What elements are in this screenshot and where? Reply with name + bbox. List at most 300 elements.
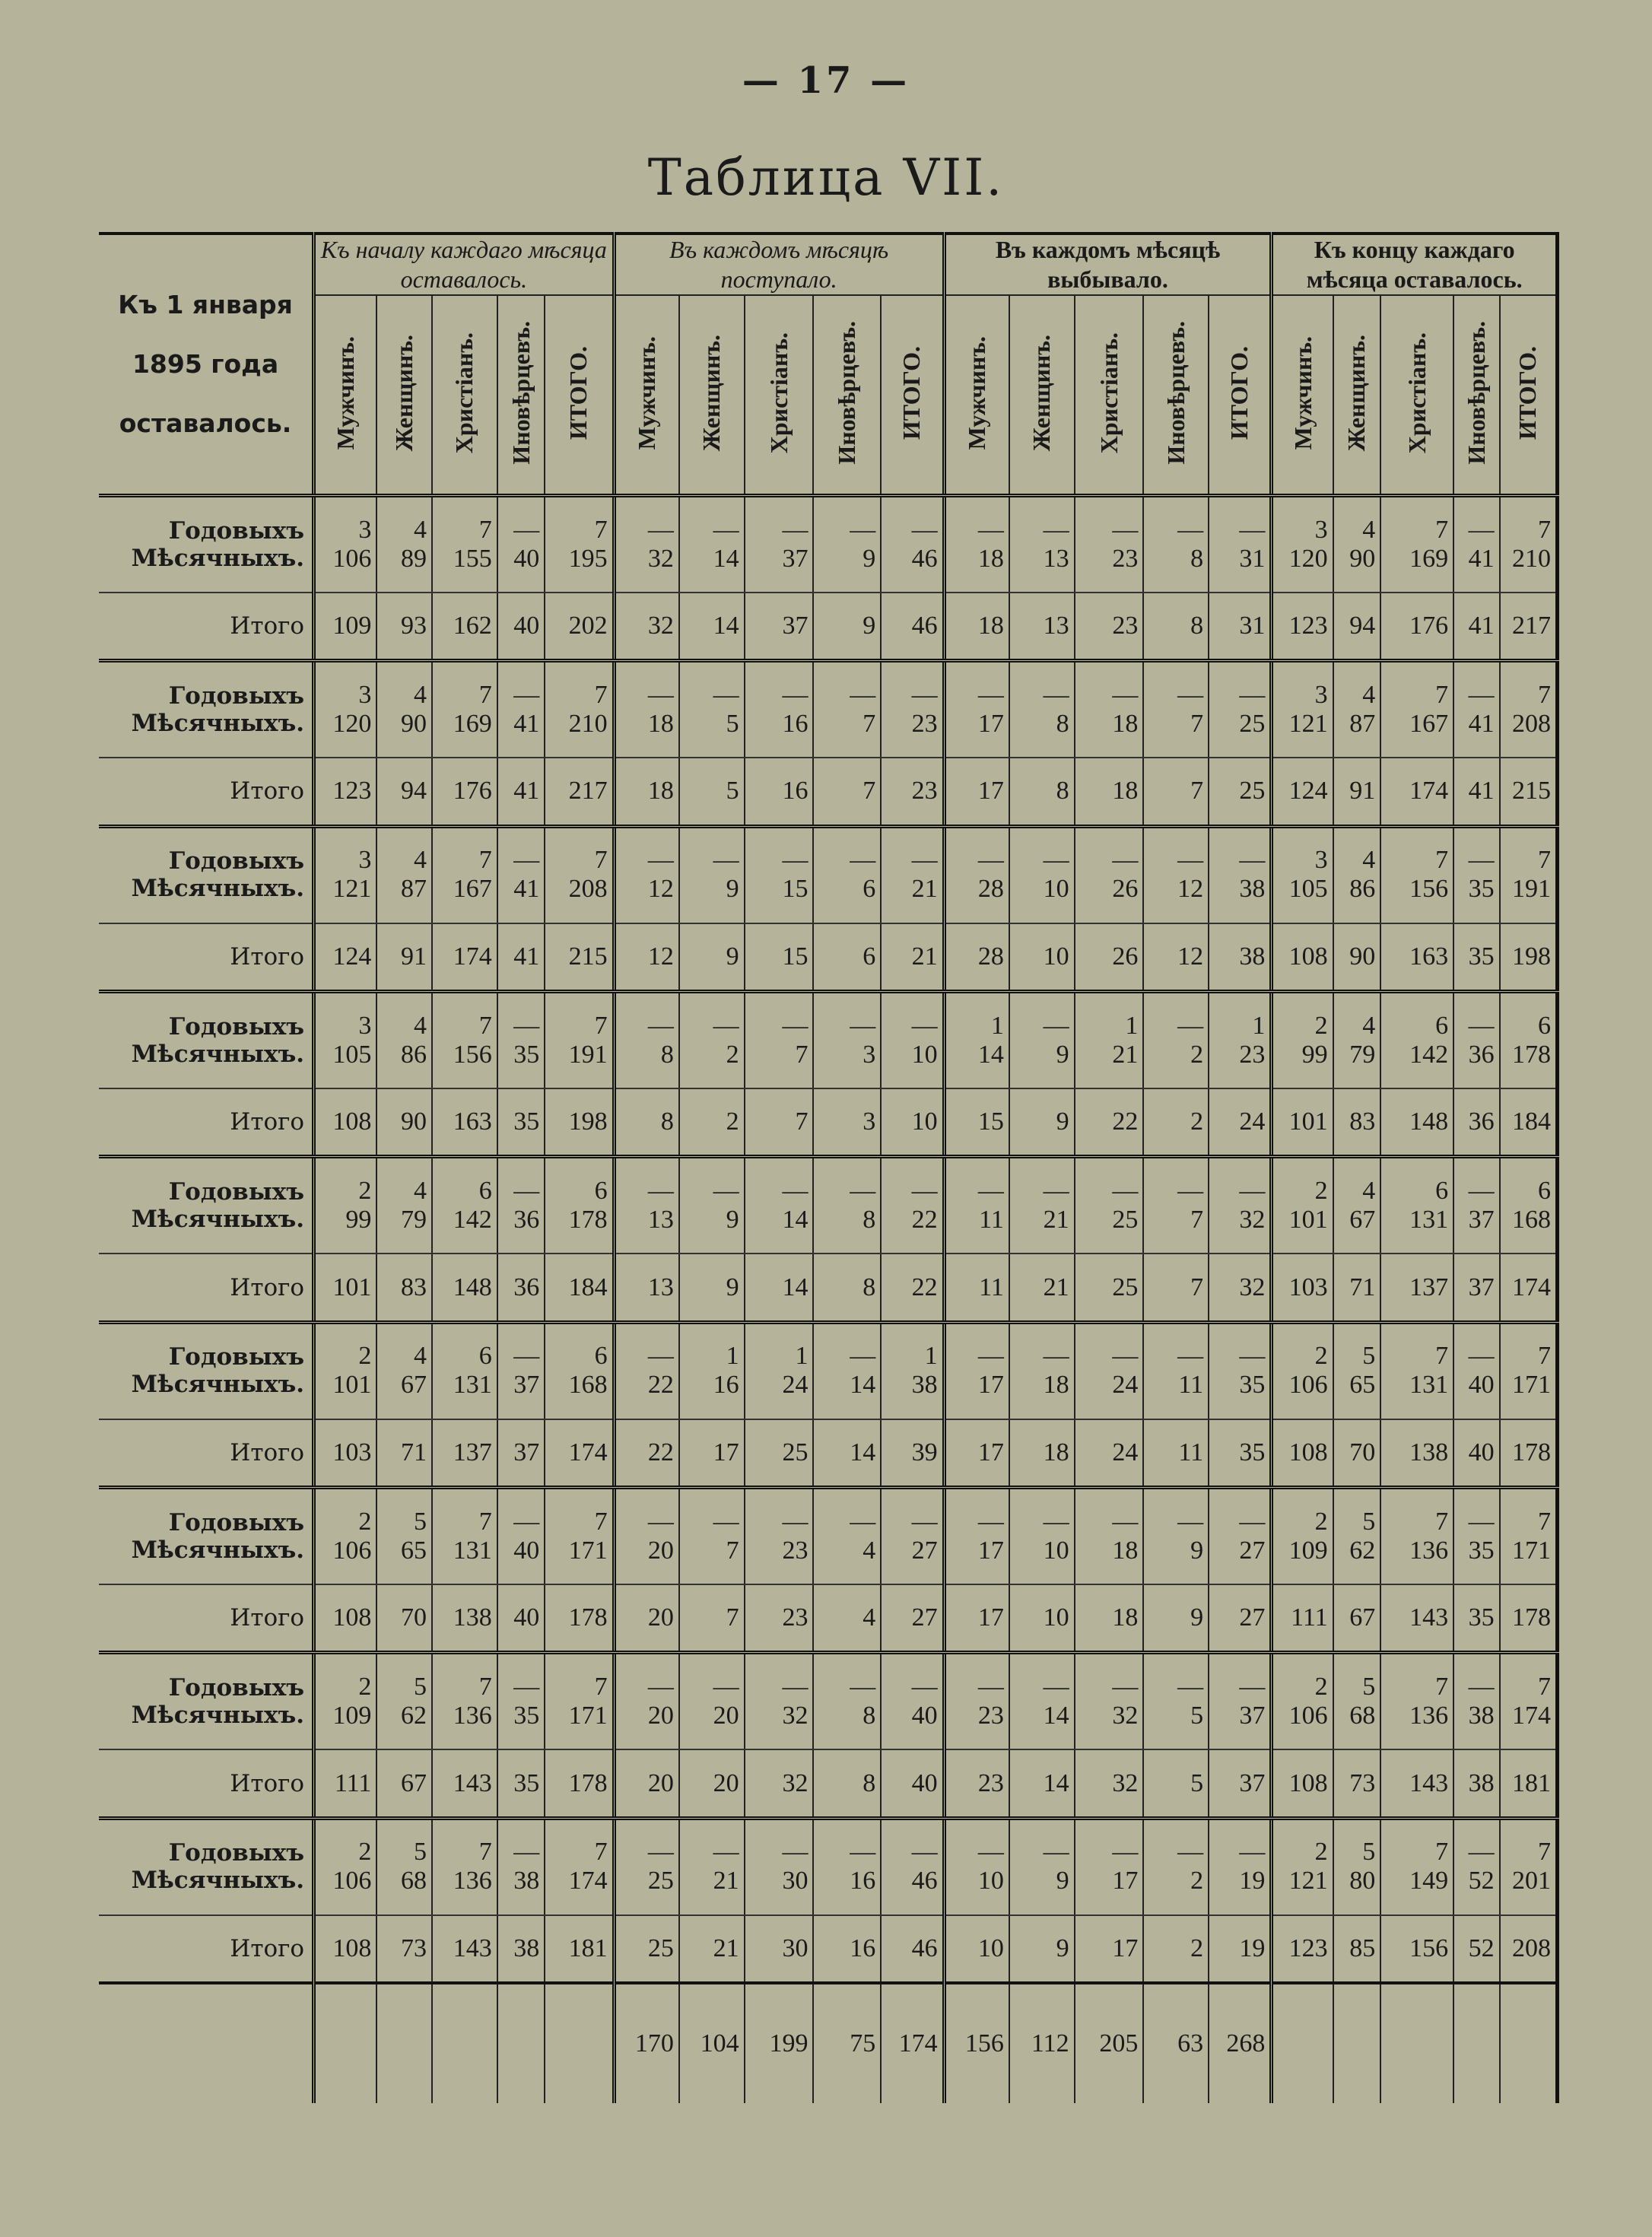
- subheader-men: [944, 295, 1009, 496]
- table-cell: 174: [545, 1867, 614, 1914]
- table-cell: 38: [497, 1867, 545, 1914]
- subheader-men: [614, 295, 679, 496]
- table-cell: 2: [314, 1653, 377, 1702]
- table-cell: 99: [1272, 1041, 1333, 1088]
- table-cell: 4: [1333, 1157, 1381, 1206]
- table-cell: 40: [497, 1584, 545, 1653]
- row-total: [99, 593, 1558, 661]
- table-cell: —: [1453, 1818, 1500, 1867]
- table-cell: —: [881, 1653, 944, 1702]
- table-cell: —: [813, 661, 881, 710]
- table-cell: 38: [1453, 1702, 1500, 1749]
- row-total: [99, 1915, 1558, 1983]
- table-cell: 208: [1500, 710, 1558, 758]
- table-cell: 4: [376, 661, 432, 710]
- table-cell: 17: [679, 1419, 745, 1488]
- grand-total-cell: [1333, 1983, 1381, 2103]
- table-cell: 38: [1209, 875, 1272, 923]
- table-cell: —: [497, 1653, 545, 1702]
- table-cell: 1: [944, 992, 1009, 1041]
- table-cell: 201: [1500, 1867, 1558, 1914]
- table-cell: 2: [314, 1488, 377, 1536]
- table-cell: 32: [614, 545, 679, 593]
- table-cell: 6: [813, 923, 881, 992]
- table-cell: 90: [376, 1088, 432, 1157]
- table-cell: 41: [1453, 545, 1500, 593]
- table-cell: 99: [314, 1206, 377, 1254]
- row-label: Годовыхъ: [168, 1839, 305, 1867]
- subheader-label: Мужчинъ.: [633, 335, 661, 450]
- table-cell: 111: [314, 1749, 377, 1818]
- table-cell: 67: [376, 1371, 432, 1419]
- table-cell: 9: [1009, 1867, 1075, 1914]
- subheader-label: Христіанъ.: [450, 332, 478, 454]
- subheader-label: Христіанъ.: [764, 332, 793, 454]
- table-cell: 3: [1272, 496, 1333, 545]
- grand-total-cell: [432, 1983, 497, 2103]
- row-monthly: [99, 710, 1558, 758]
- table-cell: 1: [679, 1322, 745, 1371]
- table-cell: 35: [497, 1749, 545, 1818]
- table-cell: 167: [432, 875, 497, 923]
- subheader-women: [1333, 295, 1381, 496]
- table-cell: 93: [376, 593, 432, 661]
- table-cell: 23: [944, 1702, 1009, 1749]
- table-cell: —: [1209, 1653, 1272, 1702]
- table-cell: 90: [1333, 545, 1381, 593]
- subheader-label: Иновѣрцевъ.: [1462, 321, 1490, 465]
- table-cell: 32: [1075, 1749, 1144, 1818]
- corner-line-1: Къ 1 января: [118, 290, 293, 319]
- table-cell: 16: [813, 1867, 881, 1914]
- subheader-label: Мужчинъ.: [963, 335, 991, 450]
- table-cell: 3: [813, 1041, 881, 1088]
- table-cell: 10: [1009, 1536, 1075, 1584]
- table-cell: 2: [1272, 992, 1333, 1041]
- table-cell: —: [1453, 1653, 1500, 1702]
- row-total: [99, 1419, 1558, 1488]
- table-cell: 137: [432, 1419, 497, 1488]
- table-cell: 32: [614, 593, 679, 661]
- table-cell: —: [1009, 1157, 1075, 1206]
- table-cell: 11: [944, 1254, 1009, 1322]
- table-cell: 10: [881, 1088, 944, 1157]
- table-cell: 108: [1272, 1419, 1333, 1488]
- table-cell: 36: [1453, 1041, 1500, 1088]
- table-cell: 17: [944, 758, 1009, 826]
- table-cell: 20: [679, 1702, 745, 1749]
- table-cell: 7: [432, 1653, 497, 1702]
- table-cell: 9: [679, 1254, 745, 1322]
- table-cell: 171: [1500, 1536, 1558, 1584]
- table-cell: 2: [1272, 1322, 1333, 1371]
- table-cell: 7: [1380, 496, 1453, 545]
- subheader-women: [679, 295, 745, 496]
- subheader-other-faith: [1143, 295, 1209, 496]
- row-label: Итого: [230, 1934, 305, 1962]
- table-cell: 138: [432, 1584, 497, 1653]
- table-cell: 5: [376, 1818, 432, 1867]
- table-cell: 171: [545, 1702, 614, 1749]
- subheader-total: [881, 295, 944, 496]
- table-cell: 25: [614, 1867, 679, 1914]
- table-cell: 7: [1143, 758, 1209, 826]
- table-cell: 18: [1075, 710, 1144, 758]
- grand-total-cell: 156: [944, 1983, 1009, 2103]
- table-cell: 37: [1209, 1702, 1272, 1749]
- table-cell: 23: [944, 1749, 1009, 1818]
- table-cell: 1: [1075, 992, 1144, 1041]
- table-cell: 2: [314, 1322, 377, 1371]
- table-cell: 167: [1380, 710, 1453, 758]
- table-cell: 28: [944, 923, 1009, 992]
- table-cell: —: [1209, 661, 1272, 710]
- table-cell: 87: [1333, 710, 1381, 758]
- table-cell: 46: [881, 1867, 944, 1914]
- table-cell: —: [497, 496, 545, 545]
- row-label: Итого: [99, 758, 314, 826]
- table-cell: 124: [1272, 758, 1333, 826]
- row-total: [99, 923, 1558, 992]
- table-cell: 22: [1075, 1088, 1144, 1157]
- grand-total-cell: 104: [679, 1983, 745, 2103]
- table-cell: 31: [1209, 593, 1272, 661]
- table-cell: 41: [1453, 710, 1500, 758]
- table-cell: 23: [881, 710, 944, 758]
- table-cell: 90: [1333, 923, 1381, 992]
- table-cell: 10: [881, 1041, 944, 1088]
- table-cell: 7: [745, 1041, 814, 1088]
- table-cell: —: [1143, 1488, 1209, 1536]
- grand-total-cell: [314, 1983, 377, 2103]
- table-cell: 111: [1272, 1584, 1333, 1653]
- row-total: [99, 1254, 1558, 1322]
- table-cell: 27: [881, 1536, 944, 1584]
- table-cell: 40: [497, 1536, 545, 1584]
- table-cell: —: [497, 1322, 545, 1371]
- table-cell: 8: [813, 1206, 881, 1254]
- table-cell: 191: [545, 1041, 614, 1088]
- table-cell: 21: [679, 1867, 745, 1914]
- table-cell: 174: [432, 923, 497, 992]
- table-cell: —: [679, 1157, 745, 1206]
- table-cell: 14: [944, 1041, 1009, 1088]
- table-cell: 4: [376, 826, 432, 875]
- table-cell: 120: [1272, 545, 1333, 593]
- table-cell: 37: [1453, 1254, 1500, 1322]
- row-label: Мѣсячныхъ.: [99, 875, 314, 923]
- row-yearly: [99, 1653, 1558, 1702]
- table-cell: —: [1453, 1322, 1500, 1371]
- table-cell: 2: [1143, 1041, 1209, 1088]
- table-cell: 41: [1453, 758, 1500, 826]
- table-cell: 7: [1380, 1322, 1453, 1371]
- table-cell: 23: [1075, 593, 1144, 661]
- corner-line-3: оставалось.: [119, 408, 292, 438]
- table-cell: 83: [1333, 1088, 1381, 1157]
- table-cell: 52: [1453, 1867, 1500, 1914]
- table-cell: —: [1209, 496, 1272, 545]
- table-cell: 101: [314, 1371, 377, 1419]
- table-cell: 28: [944, 875, 1009, 923]
- table-cell: 7: [432, 1818, 497, 1867]
- table-cell: 41: [497, 923, 545, 992]
- table-cell: 142: [432, 1206, 497, 1254]
- table-cell: —: [497, 1818, 545, 1867]
- table-cell: 1: [1209, 992, 1272, 1041]
- table-cell: 18: [1075, 1584, 1144, 1653]
- group-header-start: Къ началу каждаго мѣсяца оставалось.: [314, 234, 615, 295]
- table-cell: —: [497, 661, 545, 710]
- subheader-men: [314, 295, 377, 496]
- table-cell: 7: [813, 758, 881, 826]
- table-cell: —: [1009, 1818, 1075, 1867]
- table-cell: 7: [545, 826, 614, 875]
- row-label: Итого: [99, 593, 314, 661]
- table-cell: —: [881, 661, 944, 710]
- table-cell: 184: [545, 1254, 614, 1322]
- table-cell: 4: [376, 1157, 432, 1206]
- table-cell: —: [813, 1322, 881, 1371]
- subheader-label: Женщинъ.: [1028, 334, 1056, 452]
- row-label: Мѣсячныхъ.: [99, 1371, 314, 1419]
- table-cell: 86: [376, 1041, 432, 1088]
- table-cell: 6: [432, 1322, 497, 1371]
- table-cell: 3: [314, 496, 377, 545]
- table-cell: 178: [545, 1206, 614, 1254]
- table-cell: —: [497, 1488, 545, 1536]
- table-cell: 16: [679, 1371, 745, 1419]
- subheader-women: [376, 295, 432, 496]
- table-cell: 7: [545, 496, 614, 545]
- grand-total-label: [99, 1983, 314, 2103]
- table-cell: 15: [745, 923, 814, 992]
- table-cell: 89: [376, 545, 432, 593]
- table-cell: 12: [1143, 875, 1209, 923]
- table-cell: 19: [1209, 1915, 1272, 1983]
- table-cell: 62: [376, 1702, 432, 1749]
- table-cell: 38: [1209, 923, 1272, 992]
- row-label: Итого: [99, 1584, 314, 1653]
- table-cell: 37: [745, 593, 814, 661]
- table-cell: 7: [1500, 1653, 1558, 1702]
- table-cell: 36: [497, 1254, 545, 1322]
- table-cell: 65: [376, 1536, 432, 1584]
- table-cell: 17: [944, 1419, 1009, 1488]
- subheader-christians: [432, 295, 497, 496]
- table-cell: 39: [881, 1419, 944, 1488]
- table-cell: 6: [545, 1322, 614, 1371]
- table-cell: 41: [497, 875, 545, 923]
- grand-total-cell: 174: [881, 1983, 944, 2103]
- table-cell: 9: [679, 923, 745, 992]
- table-cell: 2: [1143, 1867, 1209, 1914]
- table-cell: 169: [432, 710, 497, 758]
- table-cell: 7: [1143, 1254, 1209, 1322]
- table-cell: 35: [1453, 875, 1500, 923]
- table-cell: 25: [1075, 1254, 1144, 1322]
- table-cell: 35: [1453, 923, 1500, 992]
- table-cell: 120: [314, 710, 377, 758]
- page-number: — 17 —: [742, 59, 910, 102]
- corner-header: [99, 234, 314, 496]
- table-cell: —: [614, 496, 679, 545]
- table-cell: 25: [745, 1419, 814, 1488]
- table-cell: 35: [1453, 1584, 1500, 1653]
- table-cell: 2: [314, 1157, 377, 1206]
- table-cell: —: [1143, 826, 1209, 875]
- table-cell: —: [813, 1488, 881, 1536]
- table-cell: 2: [314, 1818, 377, 1867]
- grand-total-cell: 199: [745, 1983, 814, 2103]
- table-cell: 24: [1209, 1088, 1272, 1157]
- table-cell: 9: [813, 593, 881, 661]
- subheader-christians: [1380, 295, 1453, 496]
- table-cell: —: [497, 992, 545, 1041]
- row-monthly: [99, 1041, 1558, 1088]
- table-cell: —: [745, 1653, 814, 1702]
- table-cell: 3: [1272, 826, 1333, 875]
- row-label: Итого: [99, 923, 314, 992]
- table-cell: 171: [545, 1536, 614, 1584]
- table-cell: 210: [1500, 545, 1558, 593]
- table-cell: 10: [1009, 1584, 1075, 1653]
- table-cell: 8: [1143, 593, 1209, 661]
- row-label: Годовыхъ: [168, 1343, 305, 1371]
- table-cell: 123: [314, 758, 377, 826]
- table-cell: 5: [376, 1653, 432, 1702]
- row-label: Итого: [99, 1088, 314, 1157]
- table-cell: 22: [614, 1371, 679, 1419]
- table-cell: 163: [1380, 923, 1453, 992]
- table-cell: 24: [1075, 1419, 1144, 1488]
- table-cell: 80: [1333, 1867, 1381, 1914]
- table-cell: —: [813, 496, 881, 545]
- table-cell: 18: [1075, 1536, 1144, 1584]
- row-label: Годовыхъ: [168, 682, 305, 710]
- table-cell: 32: [1209, 1254, 1272, 1322]
- row-grand-total: [99, 1983, 1558, 2103]
- table-cell: —: [944, 1653, 1009, 1702]
- table-cell: 208: [545, 875, 614, 923]
- row-total: [99, 1088, 1558, 1157]
- table-cell: 8: [813, 1749, 881, 1818]
- table-cell: 1: [745, 1322, 814, 1371]
- subheader-christians: [745, 295, 814, 496]
- table-cell: 37: [745, 545, 814, 593]
- table-cell: 38: [497, 1915, 545, 1983]
- table-cell: —: [813, 1818, 881, 1867]
- table-cell: —: [944, 1488, 1009, 1536]
- table-cell: —: [1075, 826, 1144, 875]
- row-label: Мѣсячныхъ.: [99, 545, 314, 593]
- table-cell: 17: [944, 710, 1009, 758]
- table-cell: 4: [813, 1584, 881, 1653]
- table-cell: 156: [1380, 875, 1453, 923]
- table-cell: 16: [813, 1915, 881, 1983]
- grand-total-cell: 205: [1075, 1983, 1144, 2103]
- table-cell: 210: [545, 710, 614, 758]
- grand-total-cell: 112: [1009, 1983, 1075, 2103]
- table-cell: 21: [881, 875, 944, 923]
- table-cell: 15: [745, 875, 814, 923]
- row-label: Годовыхъ: [168, 516, 305, 545]
- table-cell: 7: [432, 496, 497, 545]
- subheader-label: Мужчинъ.: [332, 335, 360, 450]
- table-cell: —: [1143, 1322, 1209, 1371]
- row-monthly: [99, 1702, 1558, 1749]
- table-cell: 7: [1500, 496, 1558, 545]
- subheader-christians: [1075, 295, 1144, 496]
- table-cell: 108: [314, 1915, 377, 1983]
- table-cell: 18: [614, 710, 679, 758]
- table-cell: 40: [1453, 1371, 1500, 1419]
- table-cell: 9: [1009, 1915, 1075, 1983]
- table-cell: 40: [881, 1702, 944, 1749]
- table-cell: 40: [881, 1749, 944, 1818]
- table-cell: 5: [1333, 1653, 1381, 1702]
- table-cell: 6: [1380, 1157, 1453, 1206]
- group-header-discharged: Въ каждомъ мѣсяцѣ выбывало.: [944, 234, 1272, 295]
- table-cell: 143: [1380, 1749, 1453, 1818]
- table-cell: 131: [1380, 1371, 1453, 1419]
- table-cell: —: [1453, 496, 1500, 545]
- table-cell: 40: [1453, 1419, 1500, 1488]
- table-cell: 7: [545, 992, 614, 1041]
- table-cell: 90: [376, 710, 432, 758]
- table-cell: 31: [1209, 545, 1272, 593]
- subheader-total: [1209, 295, 1272, 496]
- table-cell: 109: [1272, 1536, 1333, 1584]
- table-cell: 121: [1272, 710, 1333, 758]
- table-cell: 108: [1272, 923, 1333, 992]
- table-cell: 5: [1333, 1322, 1381, 1371]
- row-label: Мѣсячныхъ.: [99, 1702, 314, 1749]
- table-cell: 27: [881, 1584, 944, 1653]
- grand-total-cell: [1380, 1983, 1453, 2103]
- table-cell: 2: [1272, 1488, 1333, 1536]
- table-cell: 18: [1009, 1371, 1075, 1419]
- table-cell: 11: [944, 1206, 1009, 1254]
- table-cell: 5: [679, 758, 745, 826]
- table-cell: 83: [376, 1254, 432, 1322]
- table-cell: —: [1143, 1157, 1209, 1206]
- subheader-other-faith: [497, 295, 545, 496]
- row-monthly: [99, 1371, 1558, 1419]
- row-label: Мѣсячныхъ.: [99, 1867, 314, 1914]
- table-cell: 131: [1380, 1206, 1453, 1254]
- table-cell: 26: [1075, 875, 1144, 923]
- table-cell: 7: [1500, 826, 1558, 875]
- table-cell: 23: [881, 758, 944, 826]
- grand-total-cell: 268: [1209, 1983, 1272, 2103]
- subheader-label: Мужчинъ.: [1288, 335, 1317, 450]
- table-cell: 106: [1272, 1371, 1333, 1419]
- table-cell: 79: [1333, 1041, 1381, 1088]
- table-cell: 8: [614, 1041, 679, 1088]
- row-label: Годовыхъ: [168, 1508, 305, 1536]
- table-cell: 13: [614, 1206, 679, 1254]
- table-cell: 14: [813, 1419, 881, 1488]
- table-cell: 7: [1380, 661, 1453, 710]
- table-cell: 148: [432, 1254, 497, 1322]
- table-cell: 3: [813, 1088, 881, 1157]
- table-cell: 32: [745, 1702, 814, 1749]
- table-cell: —: [614, 1653, 679, 1702]
- table-cell: 85: [1333, 1915, 1381, 1983]
- table-cell: 109: [314, 593, 377, 661]
- group-header-admitted: Въ каждомъ мѣсяцѣ поступало.: [614, 234, 944, 295]
